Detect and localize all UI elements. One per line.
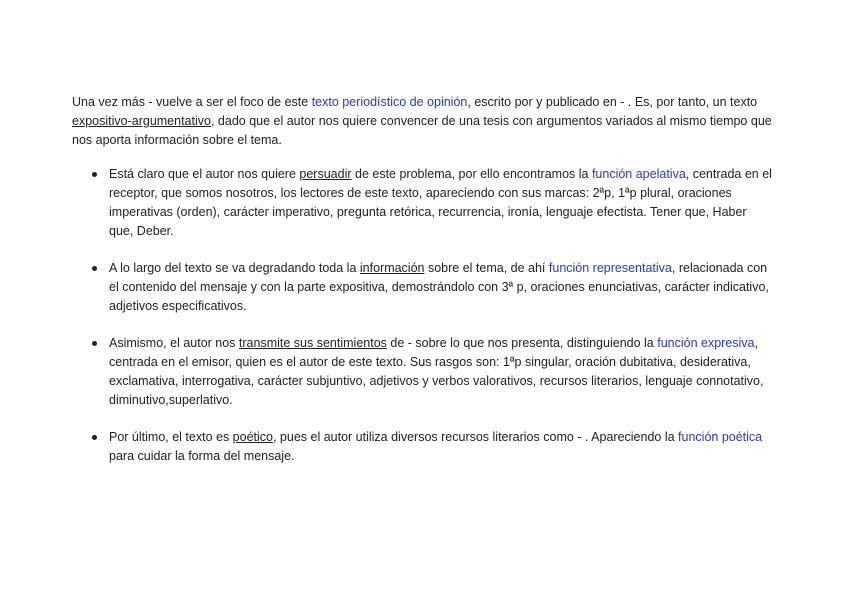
bullet-underline: persuadir <box>299 167 352 181</box>
intro-paragraph <box>72 93 772 150</box>
bullet-dot-icon <box>92 172 97 177</box>
functions-list <box>72 165 772 466</box>
bullet-text-1: Por último, el texto es <box>109 430 233 444</box>
bullet-text-3: para cuidar la forma del mensaje. <box>109 449 295 463</box>
bullet-text-3: , centrada en el receptor, que somos nosotros, los lectores de este texto, apareciendo con sus marcas: 2ªp, 1ªp plural, oraciones imperativas (orden), carácter imperativo, pregunta retórica, recurrencia, ironía, lenguaje efectista. Tener que, Haber que, Deber. <box>109 167 772 238</box>
bullet-underline: poético <box>232 430 273 444</box>
bullet-text-2: de - sobre lo que nos presenta, distinguiendo la <box>386 336 658 350</box>
bullet-highlight: función poética <box>678 430 763 444</box>
bullet-text-3: , relacionada con el contenido del mensaje y con la parte expositiva, demostrándolo con 3ª p, oraciones enunciativas, carácter indicativo, adjetivos especificativos. <box>109 261 769 313</box>
document-page <box>72 93 772 484</box>
bullet-underline: información <box>359 261 425 275</box>
bullet-text-2: de este problema, por ello encontramos la <box>351 167 592 181</box>
intro-highlight-text-type: texto periodístico de opinión <box>311 95 468 109</box>
bullet-dot-icon <box>92 341 97 346</box>
bullet-dot-icon <box>92 435 97 440</box>
intro-underline-expositivo: expositivo-argumentativo <box>72 114 211 128</box>
intro-text-2: , escrito por y publicado en - . Es, por tanto, un texto <box>467 95 758 109</box>
list-item-representativa <box>72 259 772 316</box>
bullet-text-3: , centrada en el emisor, quien es el autor de este texto. Sus rasgos son: 1ªp singular, oración dubitativa, desiderativa, exclamativa, interrogativa, carácter subjuntivo, adjetivos y verbos valorativos, recursos literarios, lenguaje connotativo, diminutivo,superlativo. <box>109 336 764 407</box>
bullet-text-1: Asimismo, el autor nos <box>109 336 239 350</box>
list-item-expresiva <box>72 334 772 410</box>
bullet-highlight: función apelativa <box>591 167 686 181</box>
bullet-text-1: A lo largo del texto se va degradando toda la <box>109 261 360 275</box>
bullet-text-2: , pues el autor utiliza diversos recursos literarios como - . Apareciendo la <box>272 430 679 444</box>
bullet-highlight: función representativa <box>548 261 672 275</box>
bullet-dot-icon <box>92 266 97 271</box>
bullet-underline: transmite sus sentimientos <box>238 336 387 350</box>
intro-text-3: , dado que el autor nos quiere convencer de una tesis con argumentos variados al mismo tiempo que nos aporta información sobre el tema. <box>72 114 772 147</box>
bullet-text-1: Está claro que el autor nos quiere <box>109 167 300 181</box>
list-item-poetica <box>72 428 772 466</box>
bullet-highlight: función expresiva <box>657 336 755 350</box>
list-item-apelativa <box>72 165 772 241</box>
bullet-text-2: sobre el tema, de ahí <box>424 261 549 275</box>
intro-text-1: Una vez más - vuelve a ser el foco de este <box>72 95 312 109</box>
